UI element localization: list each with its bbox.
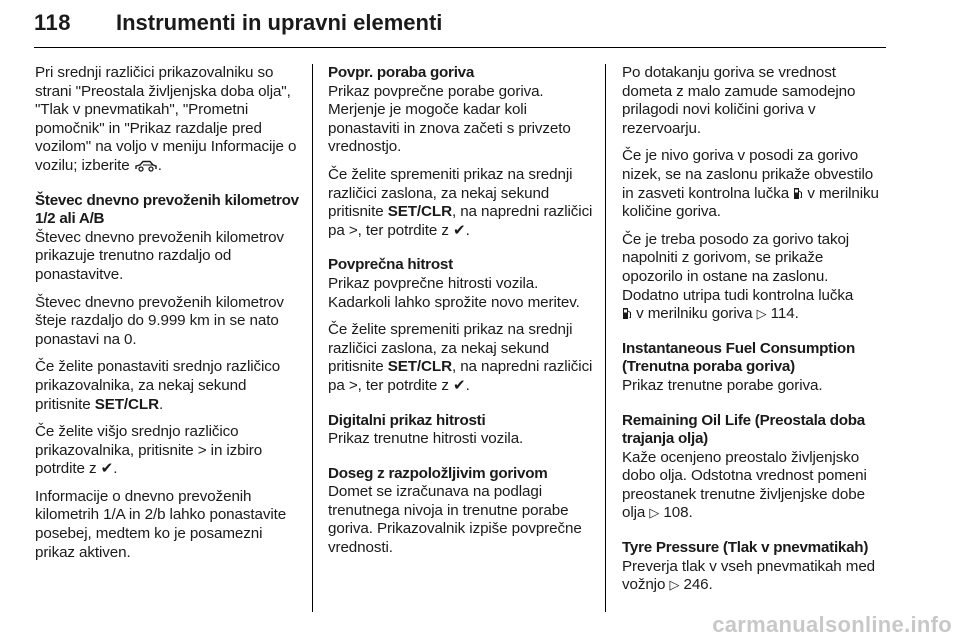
column-divider-1: [312, 64, 313, 612]
page-reference-link[interactable]: 108.: [663, 504, 693, 522]
page-reference-link[interactable]: 114.: [770, 305, 799, 323]
chevron-right-icon: >: [197, 441, 207, 459]
checkmark-icon: ✔: [453, 376, 466, 394]
button-label-setclr: SET/CLR: [387, 203, 452, 221]
fuel-pump-icon: [793, 187, 803, 200]
chevron-right-icon: >: [348, 221, 358, 239]
paragraph: Preverja tlak v vseh pnevmatikah med vožnjo ▷ 246.: [622, 557, 876, 594]
page-title: Instrumenti in upravni elementi: [116, 10, 443, 35]
page-number: 118: [34, 10, 71, 35]
button-label-setclr: SET/CLR: [94, 395, 159, 413]
car-icon: [134, 159, 158, 172]
watermark: carmanualsonline.info: [712, 612, 952, 637]
button-label-setclr: SET/CLR: [387, 358, 452, 376]
paragraph: Domet se izračunava na podlagi trenutnega nivoja in trenutne porabe goriva. Prikazovalnik izpiše povprečne vrednosti.: [328, 483, 582, 557]
paragraph: Pri srednji različici prikazovalniku so strani "Preostala življenjska doba olja", "Tlak v pnevmatikah", "Prometni pomočnik" in "Prikaz razdalje pred vozilom" na voljo v meniju Informacije o vozilu; izberite .: [35, 64, 297, 174]
page-header: [34, 4, 886, 44]
column-divider-2: [605, 64, 606, 612]
fuel-pump-icon: [622, 307, 632, 320]
section-heading: Remaining Oil Life (Preostala doba trajanja olja): [622, 411, 865, 448]
page-reference-arrow-icon: ▷: [669, 577, 680, 593]
chevron-right-icon: >: [348, 376, 358, 394]
section-heading: Števec dnevno prevoženih kilometrov 1/2 ali A/B: [35, 191, 299, 228]
paragraph: Če želite ponastaviti srednjo različico prikazovalnika, za nekaj sekund pritisnite SET/CLR.: [35, 358, 281, 413]
checkmark-icon: ✔: [453, 221, 466, 239]
section-heading: Instantaneous Fuel Consumption (Trenutna poraba goriva): [622, 339, 855, 376]
column-1: [35, 64, 300, 571]
section-heading: Digitalni prikaz hitrosti: [328, 411, 486, 429]
header-rule: [34, 47, 886, 48]
page-reference-link[interactable]: 246.: [683, 576, 713, 594]
paragraph: Če želite spremeniti prikaz na srednji različici zaslona, za nekaj sekund pritisnite SET/CLR, na napredni različici pa >, ter potrdite z ✔.: [328, 321, 593, 394]
paragraph: Prikaz trenutne porabe goriva.: [622, 376, 823, 394]
paragraph: Kaže ocenjeno preostalo življenjsko dobo olja. Odstotna vrednost pomeni preostanek trenutne življenjske dobe olja ▷ 108.: [622, 448, 867, 522]
paragraph: Števec dnevno prevoženih kilometrov šteje razdaljo do 9.999 km in se nato ponastavi na 0.: [35, 293, 284, 348]
page-reference-arrow-icon: ▷: [649, 505, 660, 521]
paragraph: Če je treba posodo za gorivo takoj napolniti z gorivom, se prikaže opozorilo in ostane na zaslonu. Dodatno utripa tudi kontrolna lučka v merilniku goriva ▷ 114.: [622, 230, 854, 323]
paragraph: Če želite spremeniti prikaz na srednji različici zaslona, za nekaj sekund pritisnite SET/CLR, na napredni različici pa >, ter potrdite z ✔.: [328, 165, 593, 239]
column-3: [622, 64, 887, 604]
section-heading: Povpr. poraba goriva: [328, 64, 475, 81]
section-heading: Tyre Pressure (Tlak v pnevmatikah): [622, 539, 869, 557]
column-2: [328, 64, 593, 567]
section-heading: Povprečna hitrost: [328, 256, 453, 274]
paragraph: Če želite višjo srednjo različico prikazovalnika, pritisnite > in izbiro potrdite z ✔.: [35, 423, 263, 478]
paragraph: Števec dnevno prevoženih kilometrov prikazuje trenutno razdaljo od ponastavitve.: [35, 228, 284, 283]
section-heading: Doseg z razpoložljivim gorivom: [328, 464, 548, 482]
page-reference-arrow-icon: ▷: [756, 306, 767, 322]
paragraph: Prikaz povprečne hitrosti vozila. Kadarkoli lahko sprožite novo meritev.: [328, 274, 580, 311]
paragraph: Informacije o dnevno prevoženih kilometrih 1/A in 2/b lahko ponastavite posebej, medtem ko je posamezni prikaz aktiven.: [35, 487, 287, 561]
paragraph: Po dotakanju goriva se vrednost dometa z malo zamude samodejno prilagodi novi količini goriva v rezervoarju.: [622, 64, 856, 137]
paragraph: Prikaz trenutne hitrosti vozila.: [328, 430, 524, 448]
checkmark-icon: ✔: [100, 460, 114, 478]
paragraph: Če je nivo goriva v posodi za gorivo nizek, se na zaslonu prikaže obvestilo in zasveti kontrolna lučka v merilniku količine goriva.: [622, 147, 879, 221]
paragraph: Prikaz povprečne porabe goriva. Merjenje je mogoče kadar koli ponastaviti in znova začeti s privzeto vrednostjo.: [328, 82, 571, 156]
